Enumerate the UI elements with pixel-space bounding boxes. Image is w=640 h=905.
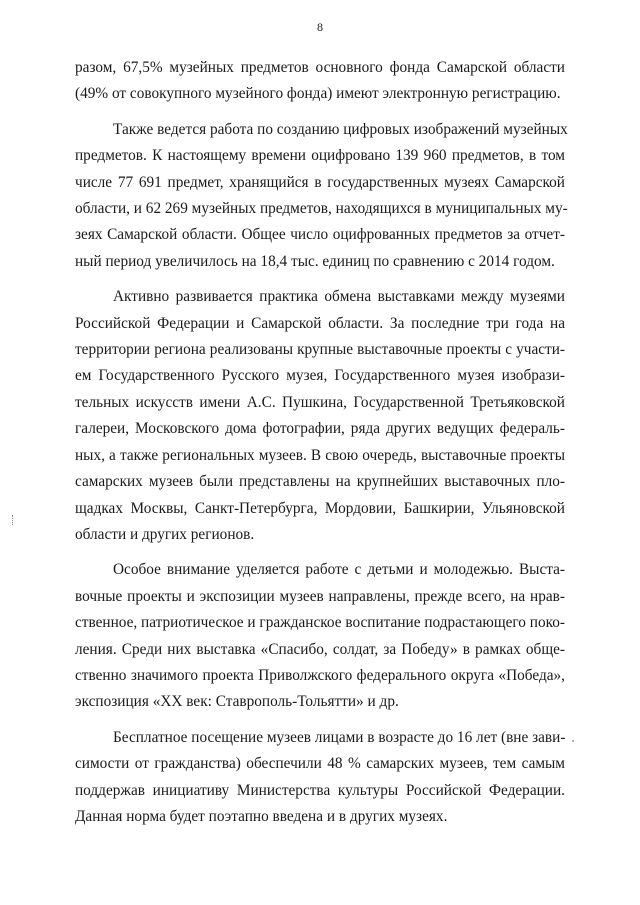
scan-margin-mark [12, 515, 14, 525]
paragraph-p1 [75, 55, 565, 108]
text-line: зеях Самарской области. Общее число оцифрованных предметов за отчет- [75, 226, 565, 244]
text-line: Бесплатное посещение музеев лицами в возрасте до 16 лет (вне зави- [113, 728, 566, 746]
text-line: (49% от совокупного музейного фонда) имеют электронную регистрацию. [75, 85, 561, 103]
text-line: поддержав инициативу Министерства культуры Российской Федерации. [75, 781, 565, 799]
text-line: тельных искусств имени А.С. Пушкина, Государственной Третьяковской [75, 393, 565, 411]
text-line: области и других регионов. [75, 525, 255, 543]
text-line: ный период увеличилось на 18,4 тыс. единиц по сравнению с 2014 годом. [75, 252, 555, 270]
text-line: ных, а также региональных музеев. В свою очередь, выставочные проекты [75, 446, 565, 464]
text-line: щадках Москвы, Санкт-Петербурга, Мордовии, Башкирии, Ульяновской [75, 499, 565, 517]
text-line: области, и 62 269 музейных предметов, находящихся в муниципальных му- [75, 200, 568, 218]
paragraph-p4 [75, 557, 565, 715]
text-line: числе 77 691 предмет, хранящийся в государственных музеях Самарской [75, 173, 565, 191]
text-line: самарских музеев были представлены на крупнейших выставочных пло- [75, 473, 565, 491]
paragraph-p3 [75, 284, 565, 548]
text-line: разом, 67,5% музейных предметов основного фонда Самарской области [75, 59, 565, 76]
text-line: Также ведется работа по созданию цифровых изображений музейных [113, 120, 568, 138]
text-line: симости от гражданства) обеспечили 48 % самарских музеев, тем самым [75, 755, 565, 773]
text-line: ственно значимого проекта Приволжского федерального округа «Победа», [75, 666, 565, 684]
text-line: предметов. К настоящему времени оцифровано 139 960 предметов, в том [75, 147, 565, 165]
text-line: вочные проекты и экспозиции музеев направлены, прежде всего, на нрав- [75, 587, 565, 605]
text-line: галереи, Московского дома фотографии, ряда других ведущих федераль- [75, 420, 565, 438]
document-body [75, 55, 568, 839]
scan-speck [572, 740, 574, 742]
text-line: Активно развивается практика обмена выставками между музеями [113, 288, 565, 306]
text-line: территории региона реализованы крупные выставочные проекты с участи- [75, 341, 565, 359]
text-line: Данная норма будет поэтапно введена и в других музеях. [75, 807, 448, 825]
text-line: ственное, патриотическое и гражданское воспитание подрастающего поко- [75, 614, 565, 632]
text-line: ления. Среди них выставка «Спасибо, солдат, за Победу» в рамках обще- [75, 640, 565, 658]
paragraph-p5 [75, 725, 565, 831]
text-line: ем Государственного Русского музея, Государственного музея изобрази- [75, 367, 565, 385]
page-number: 8 [317, 20, 323, 34]
text-line: Российской Федерации и Самарской области. За последние три года на [75, 314, 565, 332]
text-line: Особое внимание уделяется работе с детьми и молодежью. Выста- [113, 561, 565, 579]
text-line: экспозиция «XX век: Ставрополь-Тольятти» и др. [75, 693, 399, 711]
paragraph-p2 [75, 117, 568, 275]
